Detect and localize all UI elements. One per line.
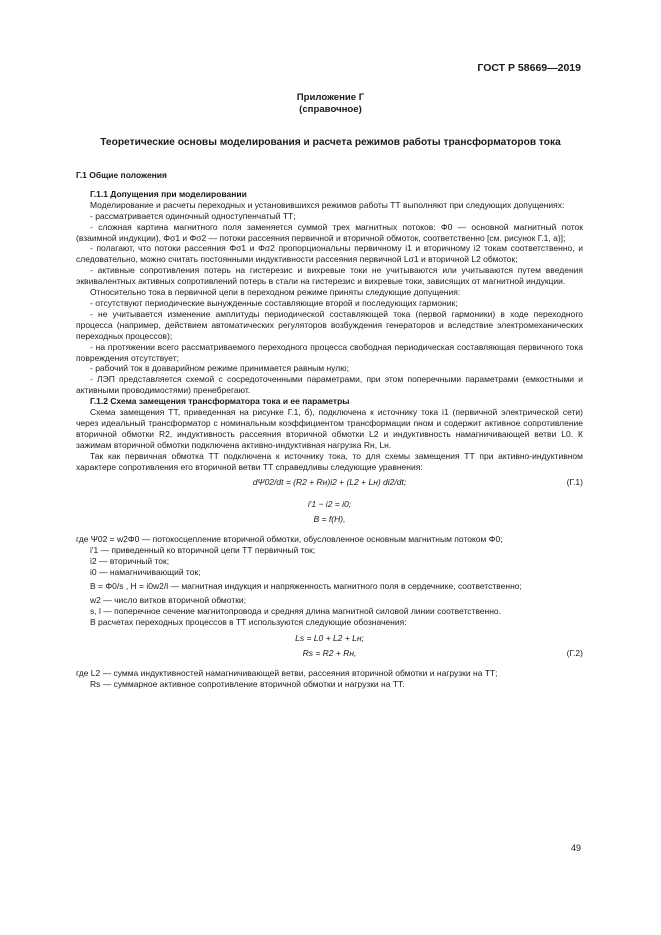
equation-g1-c: B = f(H),	[313, 514, 346, 525]
section-heading-g1: Г.1 Общие положения	[76, 170, 167, 180]
page-number: 49	[570, 843, 581, 853]
where-item: i0 — намагничивающий ток;	[90, 567, 201, 578]
where-item: w2 — число витков вторичной обмотки;	[90, 595, 247, 605]
equation-g1-b: i′1 − i2 = i0;	[307, 499, 352, 510]
list-item: - не учитывается изменение амплитуды периодической составляющей тока (первой гармоники) в ходе переходного процесса (например, действием автоматических регуляторов возбуждения генераторов и вследствие электромеханических переходных процессов);	[76, 308, 583, 341]
section-heading-g12: Г.1.2 Схема замещения трансформатора тока и ее параметры	[90, 396, 350, 407]
list-item: - рассматривается одиночный одноступенчатый ТТ;	[90, 210, 296, 221]
equation-number-g2: (Г.2)	[566, 647, 583, 658]
where-item: s, l — поперечное сечение магнитопровода и средняя длина магнитной силовой линии соответственно.	[90, 605, 502, 616]
section-heading-g11: Г.1.1 Допущения при моделировании	[90, 188, 247, 199]
where-item: B = Φ0/s , H = i0w2/l — магнитная индукция и напряженность магнитного поля в сердечнике, соответственно;	[90, 581, 522, 592]
list-item: - активные сопротивления потерь на гистерезис и вихревые токи не учитываются или учитываются путем введения эквивалентных активных сопротивлений потерь в стали на гистерезис и вихревые токи, зависящих от магнитной индукции.	[76, 265, 583, 287]
where-item: i2 — вторичный ток;	[90, 556, 170, 567]
paragraph: Относительно тока в первичной цепи в переходном режиме приняты следующие допущения:	[90, 287, 461, 298]
where-item: Rs — суммарное активное сопротивление вторичной обмотки и нагрузки на ТТ.	[90, 678, 405, 689]
list-item: - рабочий ток в доаварийном режиме принимается равным нулю;	[90, 363, 349, 374]
where-item: где Ψ02 = w2Φ0 — потокосцепление вторичной обмотки, обусловленное основным магнитным потоком Φ0;	[76, 534, 503, 545]
appendix-title: Приложение Г	[296, 92, 365, 103]
equation-g2-a: Ls = L0 + L2 + Lн;	[295, 632, 364, 643]
list-item: - сложная картина магнитного поля заменяется суммой трех магнитных потоков: Φ0 — основной магнитный поток (взаимной индукции), Φσ1 и Φσ2 — потоки рассеяния первичной и вторичной обмоток, соответственно [см. рисунок Г.1, а)];	[76, 221, 583, 243]
paragraph: В расчетах переходных процессов в ТТ используются следующие обозначения:	[90, 616, 407, 627]
where-item: где L2 — сумма индуктивностей намагничивающей ветви, рассеяния вторичной обмотки и нагрузки на ТТ;	[76, 667, 498, 678]
list-item: - на протяжении всего рассматриваемого переходного процесса свободная периодическая составляющая первичного тока повреждения отсутствует;	[76, 341, 583, 363]
list-item: - ЛЭП представляется схемой с сосредоточенными параметрами, при этом поперечными параметрами (емкостными и активными проводимостями) пренебрегают.	[76, 374, 583, 396]
list-item: - отсутствуют периодические вынужденные составляющие второй и последующих гармоник;	[90, 297, 458, 308]
paragraph: Так как первичная обмотка ТТ подключена к источнику тока, то для схемы замещения ТТ при активно-индуктивном характере сопротивления его вторичной ветви ТТ справедливы следующие уравнения:	[76, 450, 583, 472]
paragraph: Схема замещения ТТ, приведенная на рисунке Г.1, б), подключена к источнику тока i1 (первичной электрической сети) через идеальный трансформатор с номинальным коэффициентом трансформации nном и содержит активное сопротивление вторичной обмотки R2, индуктивность рассеяния вторичной обмотки L2 и индуктивность намагничивающей ветви L0. К зажимам вторичной обмотки подключена активно-индуктивная нагрузка Rн, Lн.	[76, 407, 583, 450]
list-item: - полагают, что потоки рассеяния Φσ1 и Φσ2 пропорциональны первичному i1 и вторичному i2 токам соответственно, и следовательно, можно считать постоянными индуктивности рассеяния первичной Lσ1 и вторичной L2 обмоток;	[76, 243, 583, 265]
equation-g2-b: Rs = R2 + Rн, (Г.2)	[302, 647, 583, 658]
body-text	[76, 170, 583, 690]
appendix-kind: (справочное)	[299, 104, 362, 115]
standard-number: ГОСТ Р 58669—2019	[477, 62, 581, 74]
paragraph: Моделирование и расчеты переходных и установившихся режимов работы ТТ выполняют при следующих допущениях:	[90, 199, 565, 210]
equation-number-g1: (Г.1)	[566, 477, 583, 488]
document-title: Теоретические основы моделирования и расчета режимов работы трансформаторов тока	[100, 137, 561, 148]
equation-g1-main: dΨ02/dt = (R2 + Rн)i2 + (L2 + Lн) di2/dt; (Г.1)	[252, 477, 583, 488]
where-item: i′1 — приведенный ко вторичной цепи ТТ первичный ток;	[90, 545, 316, 556]
